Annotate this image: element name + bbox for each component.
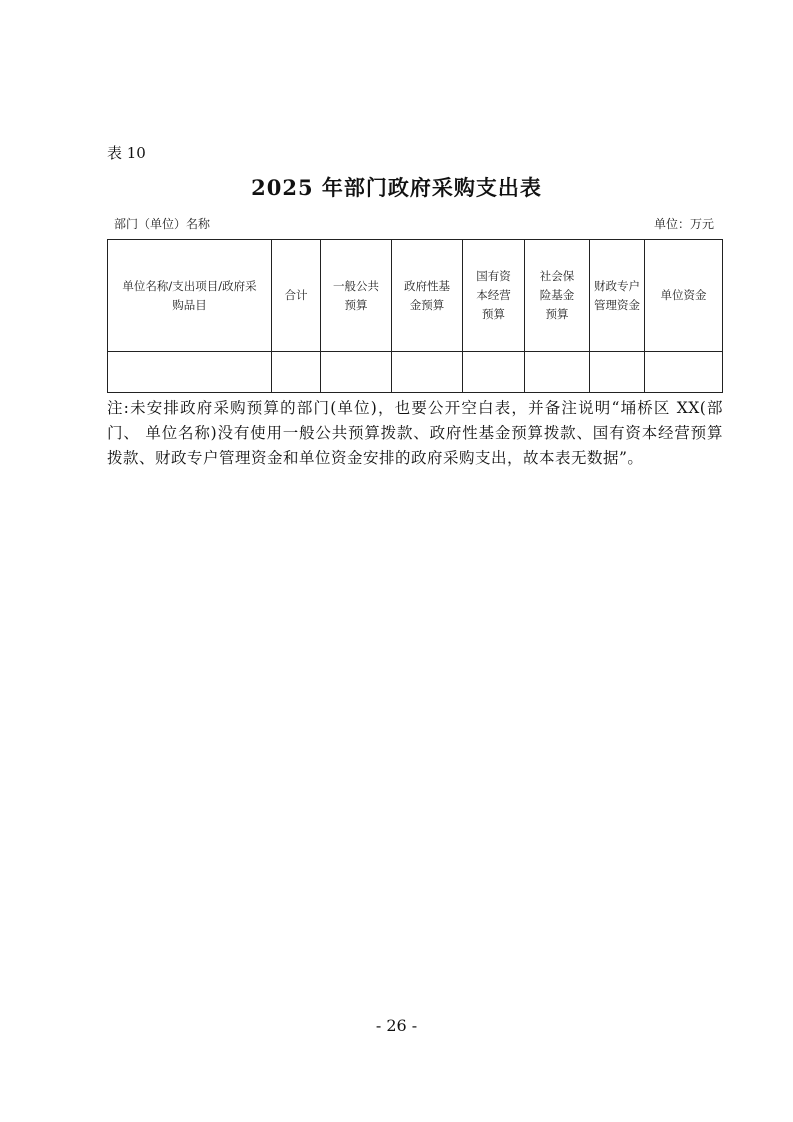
procurement-table <box>107 239 723 393</box>
table-note: 注:未安排政府采购预算的部门(单位)，也要公开空白表，并备注说明“埇桥区 XX(部门、 单位名称)没有使用一般公共预算拨款、政府性基金预算拨款、国有资本经营预算拨款、财政专户管理资金和单位资金安排的政府采购支出，故本表无数据”。 <box>107 399 723 467</box>
table-cell <box>590 352 645 393</box>
table-cell <box>321 352 392 393</box>
page-title: 2025 年部门政府采购支出表 <box>251 175 542 200</box>
table-cell <box>645 352 723 393</box>
table-row <box>108 352 723 393</box>
header-social-insurance-budget: 社会保险基金预算 <box>525 240 590 352</box>
department-label: 部门（单位）名称 <box>114 217 211 231</box>
table-cell <box>463 352 525 393</box>
header-general-budget: 一般公共预算 <box>321 240 392 352</box>
page-number: - 26 - <box>375 1016 418 1035</box>
header-total: 合计 <box>272 240 321 352</box>
table-cell <box>108 352 272 393</box>
table-cell <box>272 352 321 393</box>
header-unit-name: 单位名称/支出项目/政府采购品目 <box>108 240 272 352</box>
header-gov-fund-budget: 政府性基金预算 <box>392 240 463 352</box>
header-state-capital-budget: 国有资本经营预算 <box>463 240 525 352</box>
header-special-account-funds: 财政专户管理资金 <box>590 240 645 352</box>
table-header-row <box>108 240 723 352</box>
table-number: 表 10 <box>107 144 146 162</box>
unit-label: 单位：万元 <box>653 217 714 231</box>
table-cell <box>525 352 590 393</box>
header-unit-funds: 单位资金 <box>645 240 723 352</box>
table-cell <box>392 352 463 393</box>
